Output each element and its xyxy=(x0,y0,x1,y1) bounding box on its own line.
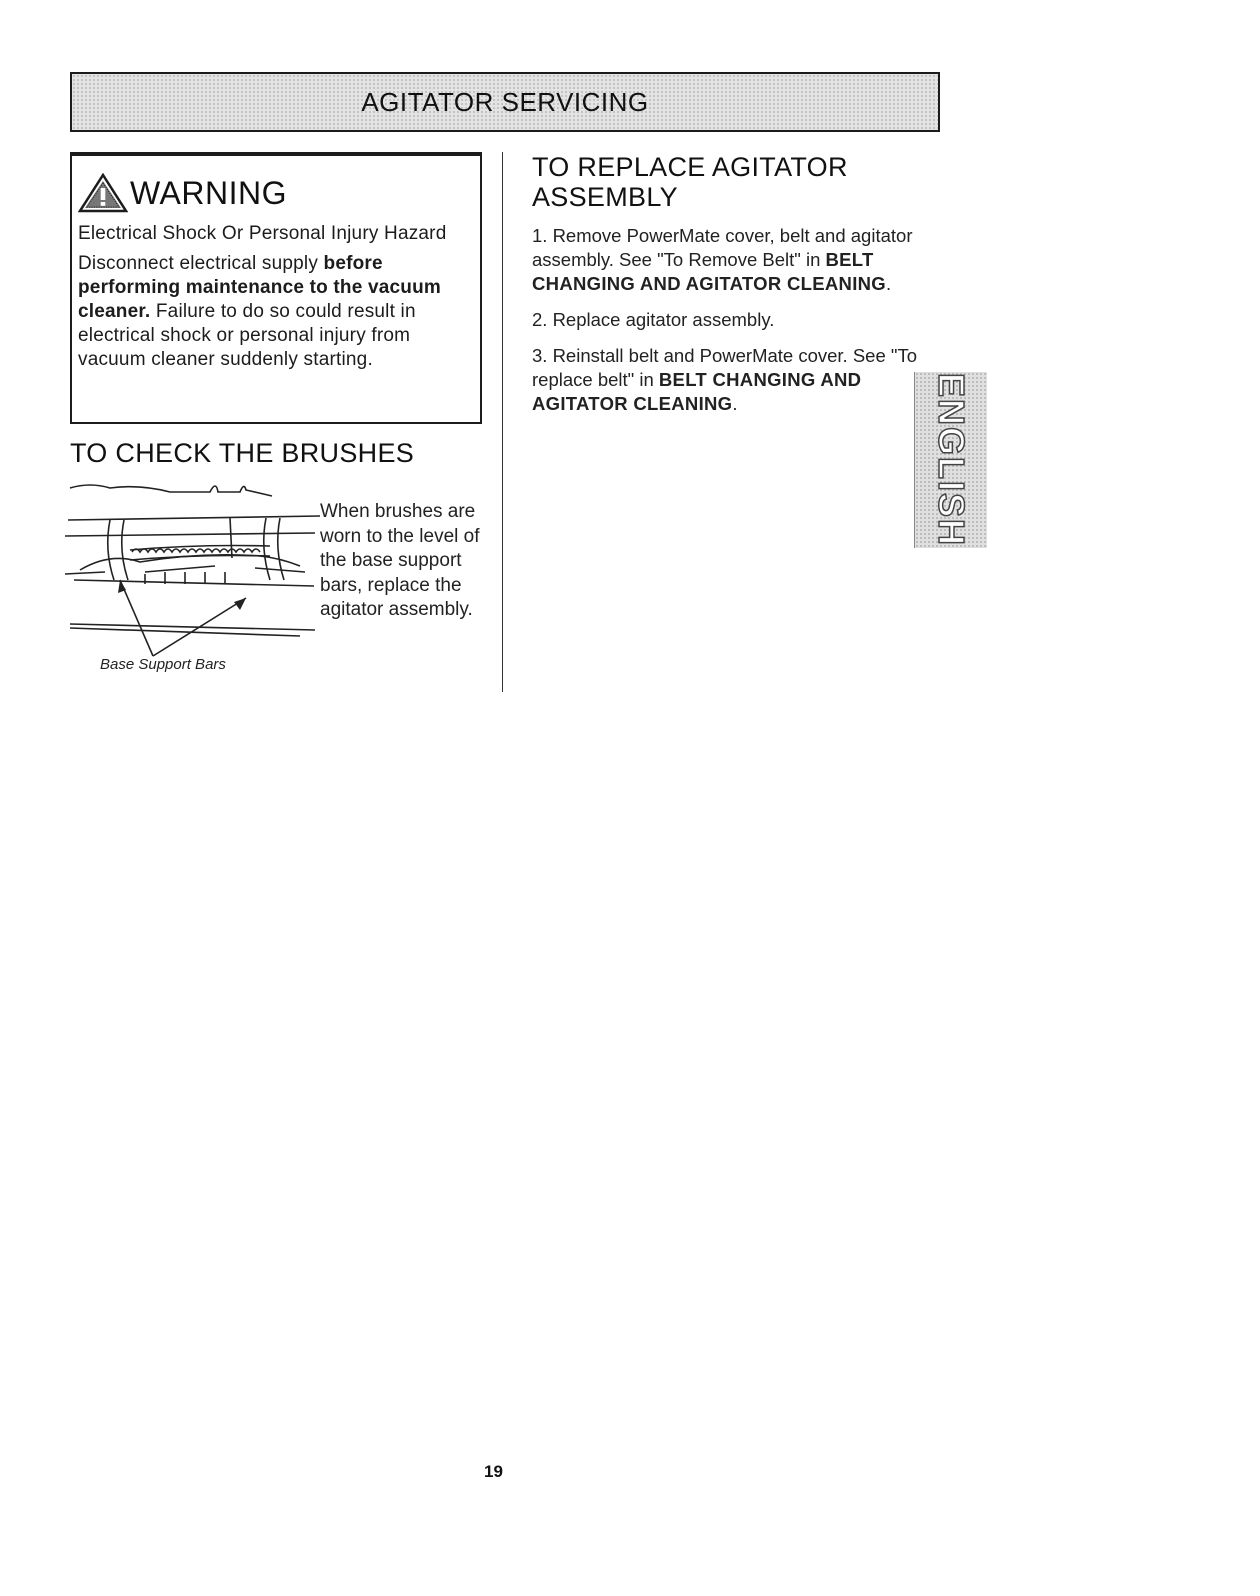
step-3-text: 3. Reinstall belt and PowerMate cover. See "To replace belt" in xyxy=(532,345,917,390)
section-banner xyxy=(70,72,940,132)
check-brushes-text: When brushes are worn to the level of the base support bars, replace the agitator assembly. xyxy=(320,501,480,620)
language-tab xyxy=(914,372,987,548)
warning-body-lead: Disconnect electrical supply xyxy=(78,253,319,274)
warning-box xyxy=(70,152,482,424)
replace-agitator-heading: TO REPLACE AGITATOR ASSEMBLY xyxy=(532,152,848,212)
step-1-reference: BELT CHANGING AND AGITATOR CLEANING xyxy=(532,249,886,294)
language-tab-label: ENGLISH xyxy=(931,372,972,548)
step-3-end: . xyxy=(732,393,738,414)
warning-body-bold: before performing maintenance to the vacuum cleaner. xyxy=(78,253,441,322)
step-3-reference: BELT CHANGING AND AGITATOR CLEANING xyxy=(532,369,862,414)
step-1 xyxy=(532,224,932,296)
warning-title: WARNING xyxy=(130,174,287,211)
check-brushes-heading: TO CHECK THE BRUSHES xyxy=(70,438,415,468)
page-number: 19 xyxy=(484,1462,503,1481)
step-1-end: . xyxy=(885,273,892,294)
step-2 xyxy=(532,308,932,332)
warning-triangle-icon xyxy=(78,173,128,213)
figure-caption: Base Support Bars xyxy=(100,656,226,673)
step-3 xyxy=(532,344,932,416)
replace-steps xyxy=(532,224,932,428)
step-1-text: 1. Remove PowerMate cover, belt and agitator assembly. See "To Remove Belt" in xyxy=(532,225,913,270)
warning-header xyxy=(78,170,470,216)
section-title: AGITATOR SERVICING xyxy=(361,87,649,117)
warning-hazard: Electrical Shock Or Personal Injury Hazard xyxy=(78,223,447,244)
step-2-text: 2. Replace agitator assembly. xyxy=(532,309,775,330)
agitator-brush-illustration xyxy=(60,478,320,678)
warning-body xyxy=(78,252,470,372)
warning-body-rest: Failure to do so could result in electrical shock or personal injury from vacuum cleaner suddenly starting. xyxy=(78,301,416,370)
column-divider xyxy=(502,152,503,692)
